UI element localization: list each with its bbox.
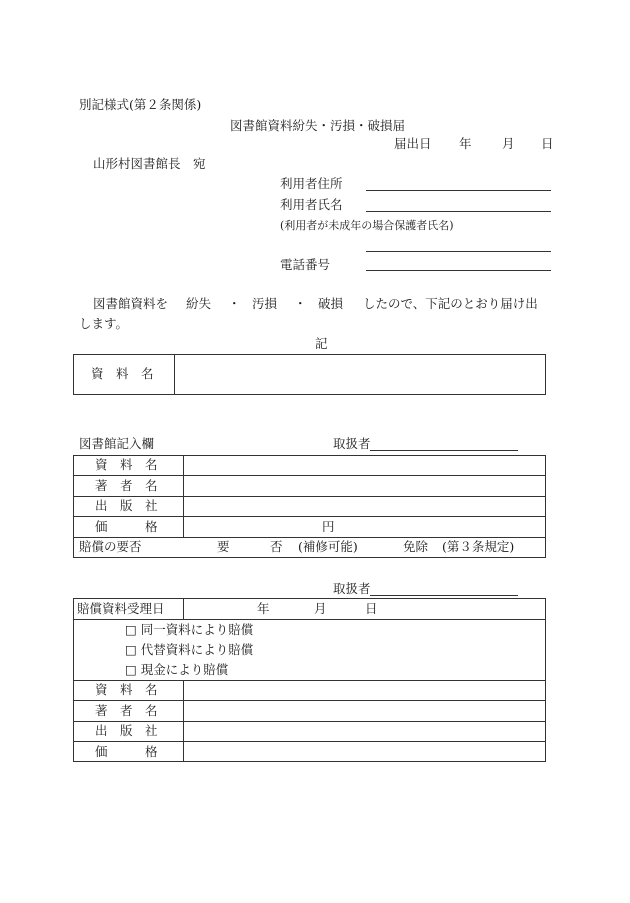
statement-line2: します。 (79, 316, 129, 331)
addressee: 山形村図書館長 宛 (93, 156, 206, 171)
received-date-label: 賠償資料受理日 (77, 601, 165, 616)
name-field[interactable] (366, 211, 551, 212)
lib-no-option[interactable]: 否 (270, 539, 283, 554)
date-label: 届出日 (394, 136, 432, 151)
lib-rule-note: (第３条規定) (442, 539, 515, 554)
received-year: 年 (257, 601, 270, 616)
name-label: 利用者氏名 (280, 197, 343, 212)
receipt-row-line (73, 680, 546, 681)
handler-field-1[interactable] (370, 450, 518, 451)
check-cash[interactable]: □ 現金により賠償 (125, 662, 229, 677)
rcpt-author-label: 著 者 名 (95, 703, 158, 718)
receipt-date-divider (183, 598, 184, 619)
material-box-label: 資 料 名 (91, 366, 154, 381)
statement-prefix: 図書館資料を (93, 296, 169, 311)
lib-compensation-label: 賠償の要否 (79, 539, 142, 554)
received-month: 月 (314, 601, 327, 616)
address-field[interactable] (366, 190, 551, 191)
lib-author-label: 著 者 名 (95, 478, 158, 493)
statement-suffix: したので、下記のとおり届け出 (363, 296, 538, 311)
received-day: 日 (365, 601, 378, 616)
handler-label-1: 取扱者 (333, 436, 371, 451)
lib-price-yen: 円 (322, 519, 335, 534)
material-name-field[interactable] (176, 356, 544, 393)
phone-field[interactable] (366, 270, 551, 271)
rcpt-publisher-label: 出 版 社 (95, 723, 158, 738)
lib-price-label: 価 格 (95, 519, 158, 534)
ki-label: 記 (315, 336, 328, 351)
lib-exempt-option[interactable]: 免除 (403, 539, 429, 554)
library-row-line (73, 516, 546, 517)
separator-2: ・ (294, 296, 307, 311)
address-label: 利用者住所 (280, 176, 343, 191)
handler-field-2[interactable] (370, 595, 518, 596)
phone-label: 電話番号 (280, 257, 331, 272)
receipt-row-line (73, 721, 546, 722)
receipt-lower-divider (183, 680, 184, 762)
check-substitute-material[interactable]: □ 代替資料により賠償 (125, 642, 254, 657)
form-reference: 別記様式(第２条関係) (79, 97, 202, 112)
library-row-line (73, 496, 546, 497)
library-row-line (73, 475, 546, 476)
date-month: 月 (502, 136, 515, 151)
check-same-material[interactable]: □ 同一資料により賠償 (125, 622, 254, 637)
guardian-name-field[interactable] (366, 251, 551, 252)
material-box-divider (174, 354, 175, 395)
receipt-row-line (73, 741, 546, 742)
option-stained[interactable]: 汚損 (252, 296, 278, 311)
separator-1: ・ (228, 296, 241, 311)
date-day: 日 (541, 136, 554, 151)
option-broken[interactable]: 破損 (318, 296, 344, 311)
library-section-title: 図書館記入欄 (79, 436, 155, 451)
lib-publisher-label: 出 版 社 (95, 498, 158, 513)
lib-material-name-label: 資 料 名 (95, 457, 158, 472)
lib-required-option[interactable]: 要 (217, 539, 230, 554)
date-year: 年 (459, 136, 472, 151)
option-lost[interactable]: 紛失 (186, 296, 212, 311)
lib-repair-note: (補修可能) (298, 539, 358, 554)
receipt-row-line (73, 700, 546, 701)
handler-label-2: 取扱者 (333, 581, 371, 596)
library-row-line (73, 537, 546, 538)
form-title: 図書館資料紛失・汚損・破損届 (230, 118, 406, 133)
rcpt-material-name-label: 資 料 名 (95, 682, 158, 697)
guardian-note: (利用者が未成年の場合保護者氏名) (280, 219, 454, 232)
receipt-row-line (73, 619, 546, 620)
rcpt-price-label: 価 格 (95, 744, 158, 759)
